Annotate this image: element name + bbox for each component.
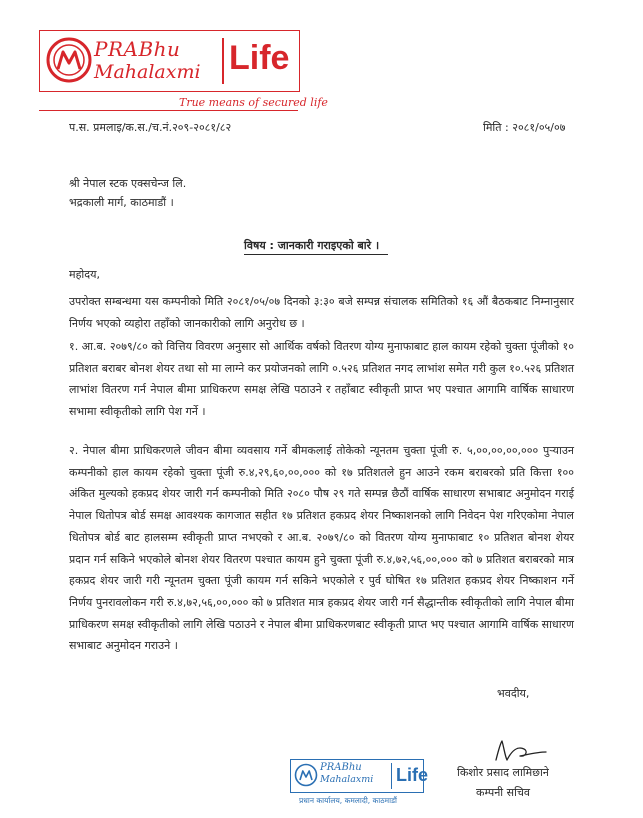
logo-brand-line2: Mahalaxmi [94,61,201,83]
stamp-life: Life [396,765,429,785]
signatory-name: किशोर प्रसाद लामिछाने [457,766,549,779]
salutation: महोदय, [69,268,100,281]
logo-brand-line1: PRABhu [94,37,181,61]
letter-date: मिति : २०८१/०५/०७ [483,121,566,134]
stamp-emblem-icon [294,763,318,787]
signature-mark [490,738,548,764]
logo-divider [222,38,224,84]
stamp-divider [391,763,392,789]
logo-life: Life [229,39,290,77]
signatory-title: कम्पनी सचिव [476,786,531,799]
tagline: True means of secured life [179,96,328,109]
stamp-brand-line2: Mahalaxmi [320,774,374,785]
subject-underline [244,254,388,255]
paragraph-intro: उपरोक्त सम्बन्धमा यस कम्पनीको मिति २०८१/०५/०७ दिनको ३:३० बजे सम्पन्न संचालक समितिको १६ औं बैठकबाट निम्नानुसार निर्णय भएको व्यहोरा तहाँको जानकारीको लागि अनुरोध छ । [69,295,574,330]
recipient-line2: भद्रकाली मार्ग, काठमाडौं । [69,196,174,209]
tagline-rule [39,110,298,111]
closing: भवदीय, [497,687,530,700]
recipient-line1: श्री नेपाल स्टक एक्सचेन्ज लि. [69,177,187,190]
paragraph-decision-1: १. आ.ब. २०७९/८० को वित्तिय विवरण अनुसार सो आर्थिक वर्षको वितरण योग्य मुनाफाबाट हाल कायम रहेको चुक्ता पूंजीको १० प्रतिशत बराबर बोनश शेयर तथा सो मा लाग्ने कर प्रयोजनको लागि ०.५२६ प्रतिशत नगद लाभांश समेत गरी कुल १०.५२६ प्रतिशत लाभांश वितरण गर्न नेपाल बीमा प्राधिकरण समक्ष लेखि पठाउने र तहाँबाट स्वीकृती प्राप्त भए पश्चात आगामि वार्षिक साधारण सभामा स्वीकृतीको लागि पेश गर्ने । [69,340,574,419]
subject-line: विषय : जानकारी गराइएको बारे । [244,239,380,252]
stamp-caption: प्रधान कार्यालय, कमलादी, काठमाडौं [299,796,397,805]
paragraph-decision-2: २. नेपाल बीमा प्राधिकरणले जीवन बीमा व्यवसाय गर्ने बीमकलाई तोकेको न्यूनतम चुक्ता पूंजी रु. ५,००,००,००,००० पुऱ्याउन कम्पनीको हाल कायम रहेको चुक्ता पूंजी रु.४,२९,६०,००,००० को १७ प्रतिशतले हुन आउने रकम बराबरको प्रति कित्ता १०० अंकित मुल्यको हकप्रद शेयर जारी गर्न कम्पनीको मिति २०८० पौष २९ गते सम्पन्न छैठौं वार्षिक साधारण सभाबाट अनुमोदन गराई नेपाल धितोपत्र बोर्ड समक्ष आवश्यक कागजात सहीत १७ प्रतिशत हकप्रद शेयर निष्काशनको लागि निवेदन पेश गरिएकोमा नेपाल धितोपत्र बोर्ड बाट हालसम्म स्वीकृती प्राप्त नभएको र आ.ब. २०७९/८० को वितरण योग्य मुनाफाबाट १० प्रतिशत बोनश शेयर प्रदान गर्न सकिने भएकोले बोनश शेयर वितरण पश्चात कायम हुने चुक्ता पूंजी रु.४,७२,५६,००,००० को ७ प्रतिशत बराबरको मात्र हकप्रद शेयर जारी गरी न्यूनतम चुक्ता पूंजी कायम गर्न सकिने भएकोले र पुर्व घोषित १७ प्रतिशत हकप्रद शेयर निष्काशन गर्ने निर्णय पुनरावलोकन गरी रु.४,७२,५६,००,००० को ७ प्रतिशत मात्र हकप्रद शेयर जारी गर्न सैद्धान्तीक स्वीकृतीको लागि नेपाल बीमा प्राधिकरण समक्ष स्वीकृतीको लागि लेखि पठाउने र नेपाल बीमा प्राधिकरणबाट स्वीकृती प्राप्त भए पश्चात आगामि वार्षिक साधारण सभाबाट अनुमोदन गराउने । [69,444,574,653]
reference-number: प.स. प्रमलाइ/क.स./च.नं.२०९-२०८१/८२ [69,121,232,134]
stamp-brand-line1: PRABhu [320,762,362,773]
logo-emblem-icon [46,37,92,83]
